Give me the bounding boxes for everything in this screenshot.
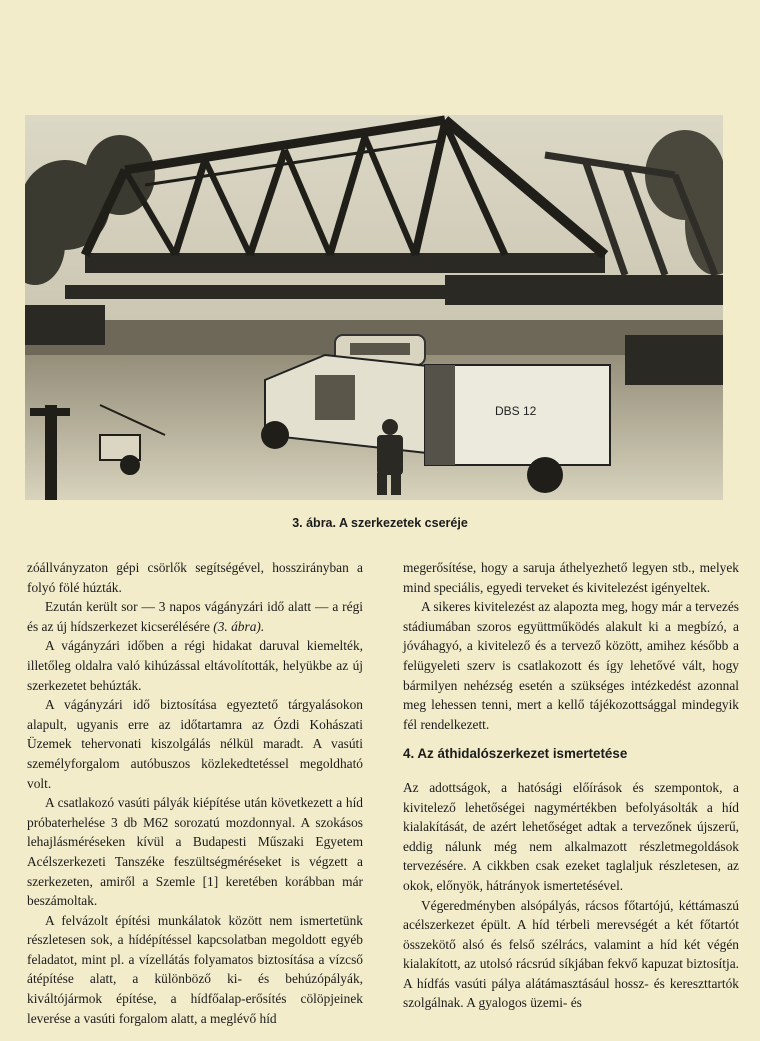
paragraph: A felvázolt építési munkálatok között nem ismertetünk részletesen sok, a hídépítéssel kapcsolatban megoldott egyéb feladatot, mint pl. a vízellátás folyamatos biztosítása a vízcső átépítése alatt, a különböző ki- és behúzópályák, kiváltójármok építése, a hídfőalap-erősítés cölöpjeinek leverése a vasúti forgalom alatt, a meglévő híd (27, 912, 363, 1026)
paragraph: Ezután került sor — 3 napos vágányzári idő alatt — a régi és az új hídszerkezet kicserélésére (3. ábra). (27, 599, 363, 634)
paragraph: A vágányzári idő biztosítása egyeztető tárgyalásokon alapult, ugyanis erre az időtartamra az Ózdi Kohászati Üzemek tehervonati kiszolgálás nélkül maradt. A vasúti személyforgalom autóbuszos közlekedtetéssel megoldható volt. (27, 697, 363, 791)
figure-reference: (3. ábra). (213, 618, 265, 634)
paragraph: Az adottságok, a hatósági előírások és szempontok, a kivitelező lehetőségei nagymértékben befolyásolták a híd kialakítását, de azért lehetőséget adtak a tervezőnek újszerű, eddig nálunk még nem alkalmazott részletmegoldások tervezésére. A cikkben csak ezeket taglaljuk részletesen, az okok, előnyök, hátrányok ismertetésével. (403, 779, 739, 893)
paragraph: A vágányzári időben a régi hidakat daruval kiemelték, illetőleg oldalra való kihúzással eltávolították, helyükbe az új szerkezetet behúzták. (27, 638, 363, 693)
bridge-replacement-photo (25, 115, 723, 500)
paragraph: zóállványzaton gépi csörlők segítségével, hosszirányban a folyó fölé húzták. (27, 560, 363, 595)
right-column (403, 558, 739, 1013)
post (45, 405, 57, 500)
left-column (27, 558, 363, 1028)
paragraph: megerősítése, hogy a saruja áthelyezhető legyen stb., melyek mind speciális, egyedi terveket és kivitelezést igényeltek. (403, 560, 739, 595)
paragraph: A csatlakozó vasúti pályák kiépítése után következett a híd próbaterhelése 3 db M62 sorozatú mozdonnyal. A szokásos lehajlásméréseken kívül a Budapesti Műszaki Egyetem Acélszerkezeti Tanszéke feszültségméréseket is végzett a szerkezeten, amiről a Szemle [1] keretében korábban már beszámoltak. (27, 795, 363, 909)
paragraph: A sikeres kivitelezést az alapozta meg, hogy már a tervezés stádiumában szoros együttműködés alakult ki a megbízó, a jóváhagyó, a kivitelező és a tervező között, amihez később a felügyeleti szerv is csatlakozott és így lehetővé vált, hogy bármilyen nehézség esetén a szükséges intézkedést azonnal meg lehessen tenni, mert a kellő tájékozottsággal mindegyik fél rendelkezett. (403, 599, 739, 732)
paragraph: Végeredményben alsópályás, rácsos főtartójú, kéttámaszú acélszerkezet épült. A híd térbeli merevségét a két főtartót összekötő alsó és felső szélrács, valamint a híd két végén kialakított, az utolsó rácsrúd síkjában fekvő kapuzat biztosítja. A hídfás vasúti pálya alátámasztásául hossz- és kereszttartók szolgálnak. A gyalogos üzemi- és (403, 897, 739, 1011)
figure-caption: 3. ábra. A szerkezetek cseréje (292, 516, 468, 530)
section-heading: 4. Az áthidalószerkezet ismertetése (403, 746, 628, 762)
compressor-label: DBS 12 (495, 404, 537, 418)
